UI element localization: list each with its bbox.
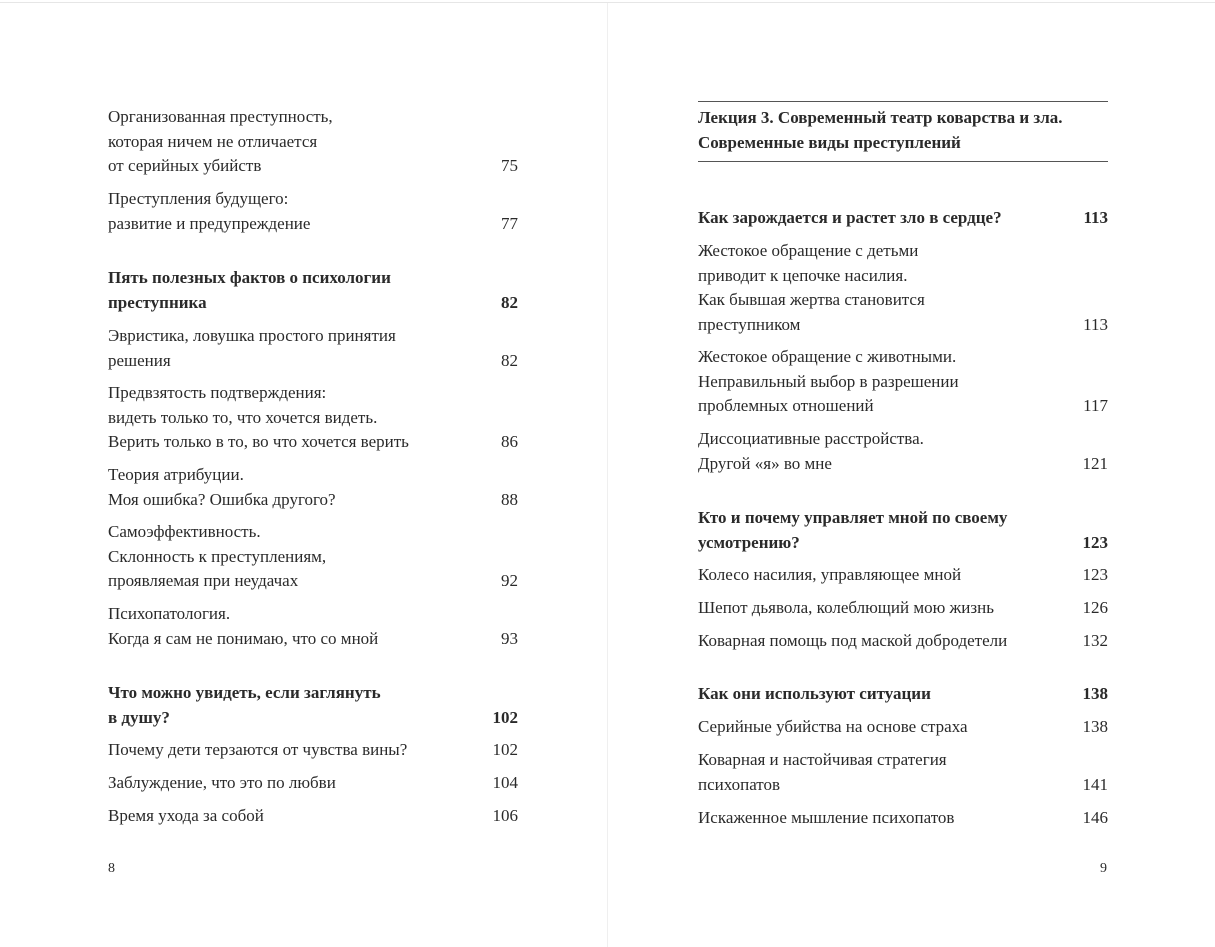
toc-section-title: Кто и почему управляет мной по своему усмотрению? xyxy=(698,508,1008,552)
toc-entry[interactable] xyxy=(108,520,518,594)
toc-entry[interactable] xyxy=(108,804,518,829)
toc-entry[interactable] xyxy=(698,427,1108,476)
lecture-heading: Лекция 3. Современный театр коварства и зла. Современные виды преступлений xyxy=(698,101,1108,162)
toc-entry[interactable] xyxy=(108,381,518,455)
toc-entry-page: 141 xyxy=(1082,774,1108,794)
toc-entry-page: 121 xyxy=(1082,453,1108,473)
toc-section-page: 123 xyxy=(1082,532,1108,552)
toc-entry-title: Шепот дьявола, колеблющий мою жизнь xyxy=(698,598,994,617)
toc-entry-page: 132 xyxy=(1082,631,1108,650)
toc-section-heading[interactable] xyxy=(698,682,1108,707)
toc-section-page: 102 xyxy=(492,707,518,727)
toc-entry[interactable] xyxy=(108,105,518,179)
toc-entry-title: Серийные убийства на основе страха xyxy=(698,717,968,736)
toc-entry[interactable] xyxy=(108,187,518,236)
toc-entry-page: 104 xyxy=(492,773,518,792)
toc-entry-page: 123 xyxy=(1082,565,1108,584)
toc-entry-title: Диссоциативные расстройства. Другой «я» во мне xyxy=(698,429,924,473)
toc-entry-title: Почему дети терзаются от чувства вины? xyxy=(108,740,408,759)
toc-entry-title: Время ухода за собой xyxy=(108,806,264,825)
toc-section-title: Пять полезных фактов о психологии преступника xyxy=(108,268,391,312)
toc-entry[interactable] xyxy=(698,715,1108,740)
toc-section-title: Как они используют ситуации xyxy=(698,684,931,703)
toc-entry[interactable] xyxy=(698,596,1108,621)
toc-section-title: Что можно увидеть, если заглянуть в душу? xyxy=(108,683,381,727)
toc-section-title: Как зарождается и растет зло в сердце? xyxy=(698,208,1002,227)
toc-section-page: 113 xyxy=(1083,208,1108,227)
toc-section-page: 82 xyxy=(501,292,518,312)
toc-entry-page: 92 xyxy=(501,571,518,590)
page-number: 8 xyxy=(108,861,115,876)
toc-entry-title: Жестокое обращение с детьми приводит к цепочке насилия. Как бывшая жертва становится преступником xyxy=(698,241,925,334)
toc-entry-page: 82 xyxy=(501,350,518,370)
toc-entry-page: 86 xyxy=(501,432,518,451)
toc-entry-page: 126 xyxy=(1082,598,1108,617)
toc-entry-page: 106 xyxy=(492,806,518,825)
toc-entry-title: Жестокое обращение с животными. Неправильный выбор в разрешении проблемных отношений xyxy=(698,347,959,415)
toc-entry-title: Преступления будущего: развитие и предупреждение xyxy=(108,189,311,233)
toc-entry-title: Коварная помощь под маской добродетели xyxy=(698,631,1008,650)
toc-entry-title: Самоэффективность. Склонность к преступлениям, проявляемая при неудачах xyxy=(108,522,327,590)
toc-entry[interactable] xyxy=(108,324,518,373)
right-page xyxy=(608,0,1215,947)
toc-entry-title: Психопатология. Когда я сам не понимаю, что со мной xyxy=(108,604,379,648)
toc-entry-page: 102 xyxy=(492,740,518,759)
toc-entry-title: Колесо насилия, управляющее мной xyxy=(698,565,962,584)
toc-entry-page: 117 xyxy=(1083,396,1108,415)
toc-entry-page: 88 xyxy=(501,489,518,509)
toc-entry-page: 75 xyxy=(501,156,518,175)
toc-entry[interactable] xyxy=(698,239,1108,337)
toc-entry-page: 138 xyxy=(1082,717,1108,736)
toc-entry-title: Заблуждение, что это по любви xyxy=(108,773,336,792)
toc-section-heading[interactable] xyxy=(698,506,1108,555)
toc-entry[interactable] xyxy=(698,563,1108,588)
toc-entry[interactable] xyxy=(698,629,1108,654)
toc-entry-title: Теория атрибуции. Моя ошибка? Ошибка другого? xyxy=(108,465,336,509)
toc-entry-title: Организованная преступность, которая ничем не отличается от серийных убийств xyxy=(108,107,333,175)
toc-section-heading[interactable] xyxy=(108,266,518,315)
toc-entry[interactable] xyxy=(698,345,1108,419)
toc-section-page: 138 xyxy=(1082,684,1108,703)
toc-section-heading[interactable] xyxy=(108,681,518,730)
page-number: 9 xyxy=(1100,861,1107,876)
toc-entry[interactable] xyxy=(108,602,518,651)
toc-entry-page: 93 xyxy=(501,628,518,648)
toc-entry[interactable] xyxy=(698,806,1108,831)
toc-entry[interactable] xyxy=(108,738,518,763)
toc-entry[interactable] xyxy=(698,748,1108,797)
left-page xyxy=(0,0,607,947)
toc-entry[interactable] xyxy=(108,463,518,512)
toc-entry-page: 146 xyxy=(1082,808,1108,827)
toc-entry-title: Искаженное мышление психопатов xyxy=(698,808,955,827)
toc-entry-title: Эвристика, ловушка простого принятия решения xyxy=(108,326,396,370)
toc-entry[interactable] xyxy=(108,771,518,796)
toc-entry-title: Предвзятость подтверждения: видеть только то, что хочется видеть. Верить только в то, во что хочется верить xyxy=(108,383,409,451)
toc-section-heading[interactable] xyxy=(698,206,1108,231)
toc-entry-title: Коварная и настойчивая стратегия психопатов xyxy=(698,750,947,794)
toc-entry-page: 77 xyxy=(501,213,518,233)
toc-entry-page: 113 xyxy=(1083,314,1108,334)
